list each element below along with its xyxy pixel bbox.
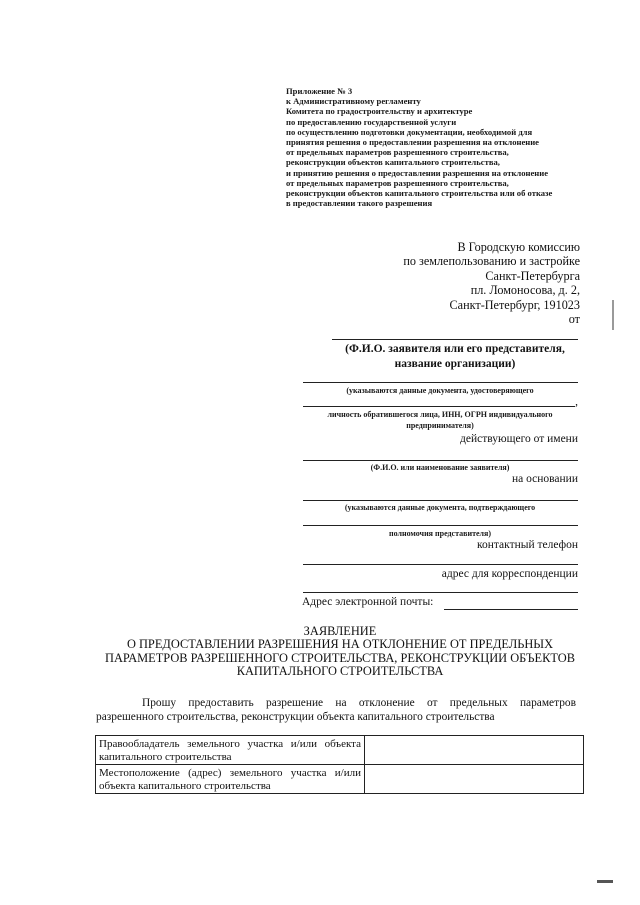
authority-document-caption: (указываются данные документа, подтверждающего — [344, 503, 536, 512]
annex-header — [286, 86, 586, 208]
email-label: Адрес электронной почты: — [302, 596, 434, 608]
id-document-line-2[interactable] — [303, 406, 575, 407]
recipient-line: Санкт-Петербург, 191023 — [449, 297, 580, 312]
contact-phone-label: контактный телефон — [476, 539, 578, 551]
represented-applicant-caption: (Ф.И.О. или наименование заявителя) — [370, 463, 510, 472]
scan-corner-mark — [597, 880, 613, 883]
contact-phone-line[interactable] — [303, 564, 578, 565]
id-document-line[interactable] — [303, 382, 578, 383]
annex-line: и принятию решения о предоставлении разрешения на отклонение — [286, 167, 549, 178]
id-document-caption: (указываются данные документа, удостоверяющего — [346, 386, 534, 395]
recipient-from-label: от — [568, 312, 580, 327]
authority-document-line[interactable] — [303, 500, 578, 501]
table-row — [96, 736, 584, 765]
on-basis-label: на основании — [511, 473, 578, 485]
recipient-line: Санкт-Петербурга — [485, 268, 580, 283]
annex-line: Комитета по градостроительству и архитектуре — [286, 106, 473, 117]
annex-line: принятия решения о предоставлении разрешения на отклонение — [286, 137, 539, 148]
statement-title: ЗАЯВЛЕНИЕ — [303, 624, 377, 638]
statement-subtitle: ПАРАМЕТРОВ РАЗРЕШЕННОГО СТРОИТЕЛЬСТВА, РЕКОНСТРУКЦИИ ОБЪЕКТОВ — [105, 650, 575, 665]
annex-line: от предельных параметров разрешенного строительства, — [286, 147, 509, 158]
annex-line: по осуществлению подготовки документации, необходимой для — [286, 126, 533, 137]
statement-subtitle: КАПИТАЛЬНОГО СТРОИТЕЛЬСТВА — [236, 664, 444, 679]
applicant-name-line[interactable] — [332, 339, 578, 340]
request-paragraph — [96, 696, 576, 724]
email-field-line[interactable] — [444, 609, 578, 610]
authority-document-line-2[interactable] — [303, 525, 578, 526]
comma-mark: , — [575, 396, 578, 408]
acting-on-behalf-label: действующего от имени — [460, 433, 578, 445]
id-document-caption: предпринимателя) — [406, 421, 474, 430]
annex-line: Приложение № 3 — [286, 86, 353, 96]
owner-label: Правообладатель земельного участка и/или объекта капитального строительства — [96, 736, 365, 765]
annex-line: в предоставлении такого разрешения — [286, 198, 433, 209]
mail-address-line[interactable] — [303, 592, 578, 593]
statement-subtitle: О ПРЕДОСТАВЛЕНИИ РАЗРЕШЕНИЯ НА ОТКЛОНЕНИЕ ОТ ПРЕДЕЛЬНЫХ — [126, 637, 554, 652]
request-text: Прошу предоставить разрешение на отклонение от предельных параметров разрешенного строительства, реконструкции объекта капитального строительства — [96, 697, 576, 723]
recipient-line: В Городскую комиссию — [457, 240, 580, 254]
recipient-line: по землепользованию и застройке — [403, 254, 580, 269]
recipient-address — [403, 240, 580, 326]
annex-line: по предоставлению государственной услуги — [286, 116, 457, 127]
scan-edge-mark — [612, 300, 614, 330]
applicant-name-caption: (Ф.И.О. заявителя или его представителя, — [345, 343, 565, 355]
id-document-caption: личность обратившегося лица, ИНН, ОГРН индивидуального — [327, 410, 553, 419]
object-info-table — [95, 735, 584, 794]
annex-line: реконструкции объектов капитального строительства или об отказе — [286, 188, 553, 199]
recipient-line: пл. Ломоносова, д. 2, — [470, 283, 580, 298]
applicant-name-caption: название организации) — [394, 358, 516, 370]
annex-line: к Административному регламенту — [286, 96, 421, 107]
statement-heading — [70, 625, 610, 679]
annex-line: от предельных параметров разрешенного строительства, — [286, 177, 509, 188]
location-value-cell[interactable] — [365, 765, 584, 794]
owner-value-cell[interactable] — [365, 736, 584, 765]
mail-address-label: адрес для корреспонденции — [441, 568, 578, 580]
table-row — [96, 765, 584, 794]
location-label: Местоположение (адрес) земельного участка и/или объекта капитального строительства — [96, 765, 365, 794]
represented-applicant-line[interactable] — [303, 460, 578, 461]
annex-line: реконструкции объектов капитального строительства, — [286, 157, 500, 168]
authority-document-caption: полномочия представителя) — [388, 529, 492, 538]
